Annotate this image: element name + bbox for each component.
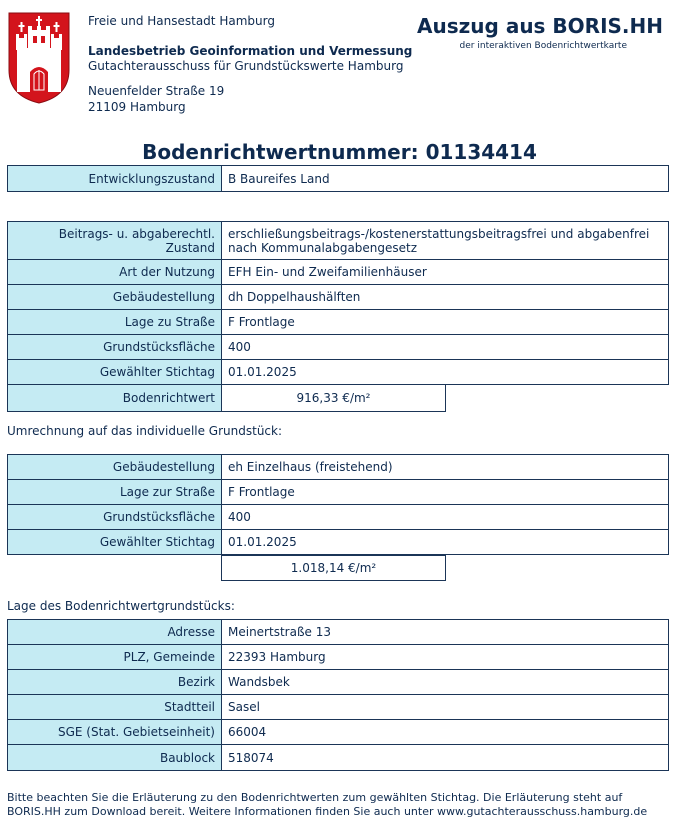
bodenrichtwert-label: Bodenrichtwert (8, 385, 222, 412)
row-value: 66004 (222, 720, 669, 745)
row-value: Meinertstraße 13 (222, 620, 669, 645)
row-label: Gebäudestellung (8, 285, 222, 310)
characteristics-table (7, 221, 669, 385)
footer-note: Bitte beachten Sie die Erläuterung zu den Bodenrichtwerten zum gewählten Stichtag. Die Erläuterung steht auf BORIS.HH zum Download bereit. Weitere Informationen finden Sie auch unter www.gutachterausschuss.hamburg.de (7, 791, 648, 818)
bodenrichtwert-value: 916,33 €/m² (222, 385, 446, 412)
row-label: Entwicklungszustand (8, 166, 222, 192)
header-committee: Gutachterausschuss für Grundstückswerte Hamburg (88, 59, 404, 73)
table-row (8, 335, 669, 360)
table-row (8, 480, 669, 505)
row-label: Art der Nutzung (8, 260, 222, 285)
converted-value: 1.018,14 €/m² (221, 555, 446, 581)
row-label: Grundstücksfläche (8, 335, 222, 360)
row-label: Bezirk (8, 670, 222, 695)
table-row (8, 620, 669, 645)
table-row (8, 166, 669, 192)
row-value: Wandsbek (222, 670, 669, 695)
location-heading: Lage des Bodenrichtwertgrundstücks: (7, 599, 235, 613)
table-row (8, 455, 669, 480)
row-label: Baublock (8, 745, 222, 771)
table-row (8, 670, 669, 695)
row-label: Gebäudestellung (8, 455, 222, 480)
row-value: 400 (222, 505, 669, 530)
header-street: Neuenfelder Straße 19 (88, 84, 225, 98)
row-label: Beitrags- u. abgaberechtl. Zustand (8, 222, 222, 260)
table-row (8, 505, 669, 530)
table-row (8, 285, 669, 310)
row-label: Lage zu Straße (8, 310, 222, 335)
row-value: 01.01.2025 (222, 530, 669, 555)
bodenrichtwert-table (7, 384, 446, 412)
boris-subtitle: der interaktiven Bodenrichtwertkarte (459, 41, 627, 51)
table-row (8, 720, 669, 745)
row-label: Grundstücksfläche (8, 505, 222, 530)
table-row (8, 695, 669, 720)
row-value: F Frontlage (222, 310, 669, 335)
header-city: Freie und Hansestadt Hamburg (88, 14, 275, 28)
row-value: 400 (222, 335, 669, 360)
table-row (8, 385, 446, 412)
row-value: 518074 (222, 745, 669, 771)
row-label: Stadtteil (8, 695, 222, 720)
table-row (8, 745, 669, 771)
header-agency: Landesbetrieb Geoinformation und Vermessung (88, 44, 413, 58)
row-value: dh Doppelhaushälften (222, 285, 669, 310)
table-row (8, 645, 669, 670)
row-label: Gewählter Stichtag (8, 530, 222, 555)
row-label: Gewählter Stichtag (8, 360, 222, 385)
row-value: 22393 Hamburg (222, 645, 669, 670)
row-label: SGE (Stat. Gebietseinheit) (8, 720, 222, 745)
row-value: 01.01.2025 (222, 360, 669, 385)
hamburg-coat-of-arms-icon (8, 12, 70, 104)
development-table (7, 165, 669, 192)
row-value: eh Einzelhaus (freistehend) (222, 455, 669, 480)
table-row (8, 530, 669, 555)
header-postal-city: 21109 Hamburg (88, 100, 186, 114)
table-row (8, 310, 669, 335)
location-table (7, 619, 669, 771)
table-row (8, 222, 669, 260)
conversion-heading: Umrechnung auf das individuelle Grundstück: (7, 424, 283, 438)
table-row (8, 260, 669, 285)
row-label: Lage zur Straße (8, 480, 222, 505)
row-value: erschließungsbeitrags-/kostenerstattungsbeitragsfrei und abgabenfrei nach Kommunalabgabengesetz (222, 222, 669, 260)
conversion-table (7, 454, 669, 555)
boris-title: Auszug aus BORIS.HH (417, 14, 663, 38)
row-label: Adresse (8, 620, 222, 645)
table-row (8, 360, 669, 385)
row-value: B Baureifes Land (222, 166, 669, 192)
row-value: F Frontlage (222, 480, 669, 505)
page-title: Bodenrichtwertnummer: 01134414 (142, 140, 537, 164)
row-label: PLZ, Gemeinde (8, 645, 222, 670)
row-value: Sasel (222, 695, 669, 720)
row-value: EFH Ein- und Zweifamilienhäuser (222, 260, 669, 285)
